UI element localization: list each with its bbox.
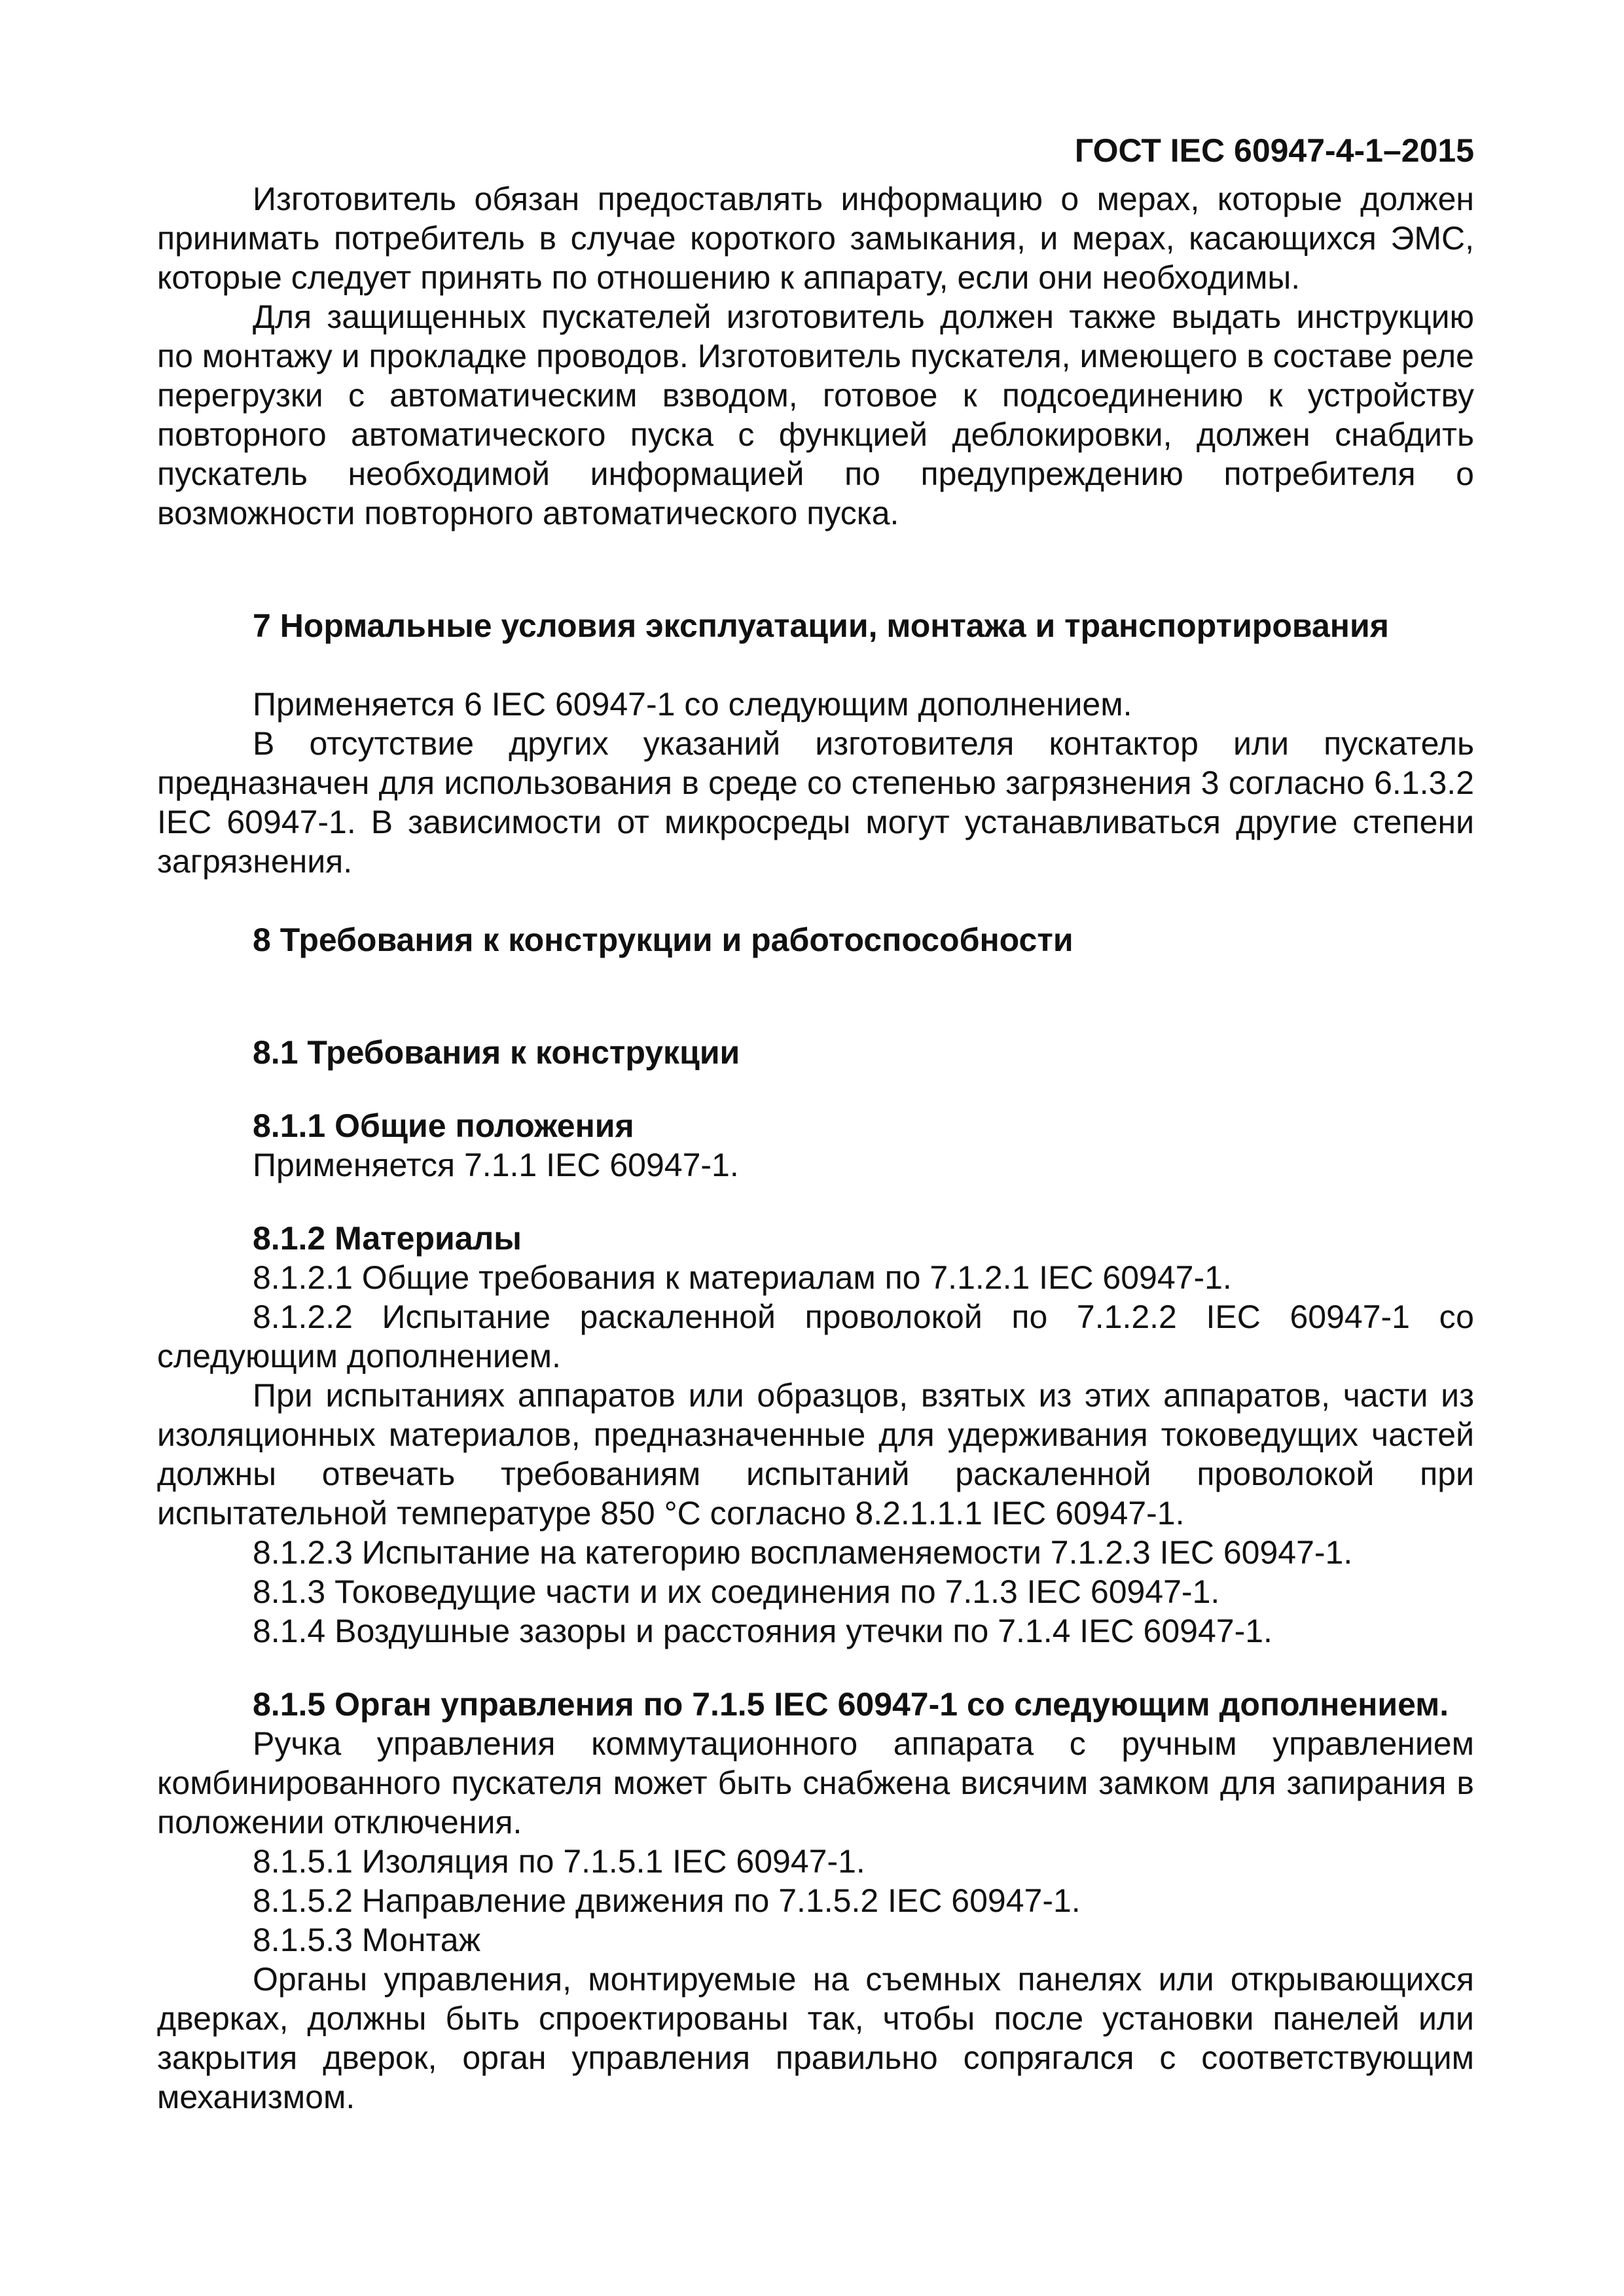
- section-8-1-2-3: 8.1.2.3 Испытание на категорию воспламеняемости 7.1.2.3 IEC 60947-1.: [253, 1534, 1353, 1571]
- section-8-1-5-1: 8.1.5.1 Изоляция по 7.1.5.1 IEC 60947-1.: [253, 1843, 865, 1880]
- section-8-1-1-heading: 8.1.1 Общие положения: [253, 1107, 634, 1144]
- section-8-heading: 8 Требования к конструкции и работоспособности: [253, 922, 1074, 958]
- section-8-1-5-heading: 8.1.5 Орган управления по 7.1.5 IEC 60947-1 со следующим дополнением.: [253, 1686, 1449, 1723]
- section-8-1-2-2: 8.1.2.2 Испытание раскаленной проволокой по 7.1.2.2 IEC 60947-1 со следующим дополнением.: [157, 1299, 1474, 1374]
- section-7-heading: 7 Нормальные условия эксплуатации, монтажа и транспортирования: [253, 607, 1389, 644]
- section-8-1-5-3: 8.1.5.3 Монтаж: [253, 1922, 481, 1958]
- section-8-1-heading: 8.1 Требования к конструкции: [253, 1034, 740, 1071]
- section-8-1-4: 8.1.4 Воздушные зазоры и расстояния утечки по 7.1.4 IEC 60947-1.: [253, 1613, 1272, 1649]
- paragraph-protected-starters: Для защищенных пускателей изготовитель должен также выдать инструкцию по монтажу и прокладке проводов. Изготовитель пускателя, имеющего в составе реле перегрузки с автоматическим взводом, готовое к подсоединению к устройству повторного автоматического пуска с функцией деблокировки, должен снабдить пускатель необходимой информацией по предупреждению потребителя о возможности повторного автоматического пуска.: [157, 298, 1474, 531]
- section-8-1-5-text: Ручка управления коммутационного аппарата с ручным управлением комбинированного пускателя может быть снабжена висячим замком для запирания в положении отключения.: [157, 1725, 1474, 1840]
- document-page: [157, 131, 1474, 2117]
- paragraph-info-measures: Изготовитель обязан предоставлять информацию о мерах, которые должен принимать потребитель в случае короткого замыкания, и мерах, касающихся ЭМС, которые следует принять по отношению к аппарату, если они необходимы.: [157, 181, 1474, 296]
- section-8-1-2-heading: 8.1.2 Материалы: [253, 1220, 522, 1257]
- section-8-1-2-2-text: При испытаниях аппаратов или образцов, взятых из этих аппаратов, части из изоляционных материалов, предназначенные для удерживания токоведущих частей должны отвечать требованиям испытаний раскаленной проволокой при испытательной температуре 850 °С согласно 8.2.1.1.1 IEC 60947-1.: [157, 1377, 1474, 1532]
- section-8-1-5-3-text: Органы управления, монтируемые на съемных панелях или открывающихся дверках, должны быть спроектированы так, чтобы после установки панелей или закрытия дверок, орган управления правильно сопрягался с соответствующим механизмом.: [157, 1961, 1474, 2115]
- document-code: ГОСТ IEC 60947-4-1–2015: [1074, 132, 1474, 169]
- section-8-1-1-text: Применяется 7.1.1 IEC 60947-1.: [253, 1147, 739, 1183]
- section-8-1-2-1: 8.1.2.1 Общие требования к материалам по 7.1.2.1 IEC 60947-1.: [253, 1259, 1232, 1296]
- section-7-paragraph-2: В отсутствие других указаний изготовителя контактор или пускатель предназначен для использования в среде со степенью загрязнения 3 согласно 6.1.3.2 IEC 60947-1. В зависимости от микросреды могут устанавливаться другие степени загрязнения.: [157, 725, 1474, 880]
- section-8-1-3: 8.1.3 Токоведущие части и их соединения по 7.1.3 IEC 60947-1.: [253, 1573, 1220, 1610]
- section-7-paragraph-1: Применяется 6 IEC 60947-1 со следующим дополнением.: [253, 686, 1132, 723]
- section-8-1-5-2: 8.1.5.2 Направление движения по 7.1.5.2 IEC 60947-1.: [253, 1882, 1081, 1919]
